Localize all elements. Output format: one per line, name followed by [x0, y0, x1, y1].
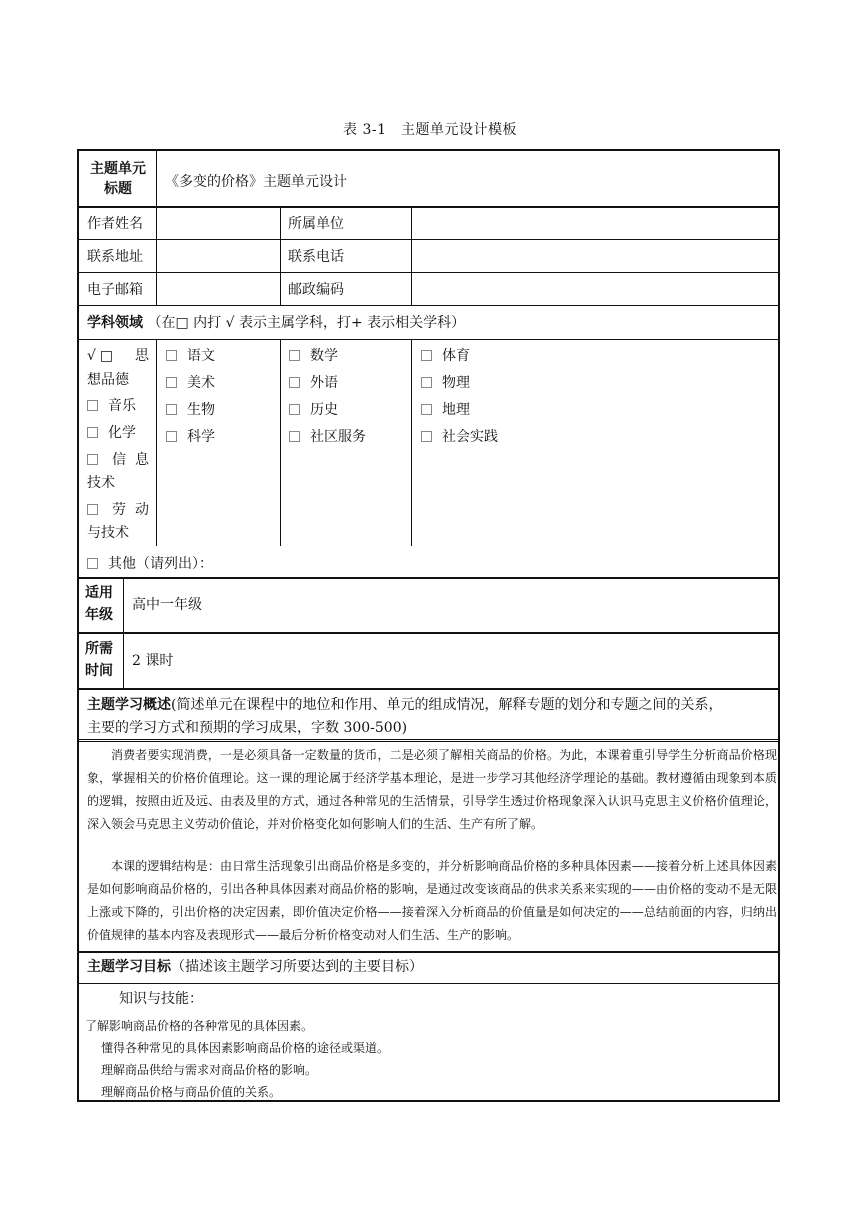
subject-ideology[interactable]: √□ 思: [87, 348, 149, 364]
unit-label: 所属单位: [288, 216, 344, 232]
goals-heading-row: [87, 957, 423, 977]
grade-label: 适用 年级: [85, 585, 113, 623]
checkbox-icon[interactable]: [289, 404, 300, 415]
subject-note: （在□ 内打 √ 表示主属学科，打+ 表示相关学科）: [147, 315, 466, 331]
goal-item: 了解影响商品价格的各种常见的具体因素。: [85, 1019, 314, 1033]
subject-chemistry[interactable]: 化学: [87, 423, 136, 443]
subject-art[interactable]: 美术: [166, 373, 215, 393]
subject-science[interactable]: 科学: [166, 427, 215, 447]
subject-ideology-cont: 想品德: [87, 372, 129, 388]
checkbox-icon[interactable]: [421, 431, 432, 442]
author-label: 作者姓名: [87, 216, 143, 232]
checkbox-icon[interactable]: [166, 377, 177, 388]
address-label: 联系地址: [87, 249, 143, 265]
subject-heading: 学科领域: [87, 315, 143, 331]
checkbox-icon[interactable]: [87, 427, 98, 438]
grade-value: 高中一年级: [132, 597, 202, 613]
subject-math[interactable]: 数学: [289, 346, 338, 366]
checkbox-icon[interactable]: [421, 404, 432, 415]
checkbox-icon[interactable]: [289, 377, 300, 388]
subject-social-practice[interactable]: 社会实践: [421, 427, 498, 447]
subject-it-cont: 技术: [87, 475, 115, 491]
hours-label: 所需 时间: [85, 641, 113, 679]
checkbox-icon[interactable]: [289, 350, 300, 361]
overview-heading: 主题学习概述: [87, 697, 171, 713]
overview-paragraph-2: 本课的逻辑结构是：由日常生活现象引出商品价格是多变的，并分析影响商品价格的多种具体因素——接着分析上述具体因素是如何影响商品价格的，引出各种具体因素对商品价格的影响，是通过改变该商品的供求关系来实现的——由价格的变动不是无限上涨或下降的，引出价格的决定因素，即价值决定价格——接着深入分析商品的价值量是如何决定的——总结前面的内容，归纳出价值规律的基本内容及表现形式——最后分析价格变动对人们生活、生产的影响。: [87, 859, 777, 942]
checkbox-icon[interactable]: [289, 431, 300, 442]
subject-pe[interactable]: 体育: [421, 346, 470, 366]
hours-value: 2 课时: [132, 653, 174, 669]
subject-labor-cont: 与技术: [87, 525, 129, 541]
overview-note: (简述单元在课程中的地位和作用、单元的组成情况，解释专题的划分和专题之间的关系，: [171, 697, 723, 713]
goal-item: 理解商品价格与商品价值的关系。: [101, 1085, 282, 1099]
subject-it[interactable]: 信息: [87, 450, 149, 470]
goals-heading: 主题学习目标: [87, 959, 171, 975]
goal-item: 理解商品供给与需求对商品价格的影响。: [101, 1063, 318, 1077]
subject-music[interactable]: 音乐: [87, 396, 136, 416]
subject-history[interactable]: 历史: [289, 400, 338, 420]
subject-physics[interactable]: 物理: [421, 373, 470, 393]
unit-design-form: [77, 149, 780, 1102]
subject-heading-row: [87, 313, 465, 333]
table-caption: 表 3-1 主题单元设计模板: [343, 122, 517, 138]
overview-paragraph-1: 消费者要实现消费，一是必须具备一定数量的货币，二是必须了解相关商品的价格。为此，本课着重引导学生分析商品价格现象，掌握相关的价格价值理论。这一课的理论属于经济学基本理论，是进一步学习其他经济学理论的基础。教材遵循由现象到本质的逻辑，按照由近及远、由表及里的方式，通过各种常见的生活情景，引导学生透过价格现象深入认识马克思主义价格价值理论，深入领会马克思主义劳动价值论，并对价格变化如何影响人们的生活、生产有所了解。: [87, 748, 777, 831]
subject-foreign-language[interactable]: 外语: [289, 373, 338, 393]
postcode-label: 邮政编码: [288, 282, 344, 298]
phone-label: 联系电话: [288, 249, 344, 265]
checkbox-icon[interactable]: [166, 431, 177, 442]
checkbox-icon[interactable]: [166, 404, 177, 415]
email-label: 电子邮箱: [87, 282, 143, 298]
subject-biology[interactable]: 生物: [166, 400, 215, 420]
overview-heading-row: [87, 694, 779, 740]
checkbox-icon[interactable]: [166, 350, 177, 361]
checkbox-icon[interactable]: [421, 350, 432, 361]
checkbox-icon[interactable]: [87, 504, 98, 515]
goals-subheading: 知识与技能：: [119, 991, 203, 1007]
subject-chinese[interactable]: 语文: [166, 346, 215, 366]
checkbox-icon[interactable]: [87, 558, 98, 569]
subject-labor[interactable]: 劳动: [87, 500, 149, 520]
subject-geography[interactable]: 地理: [421, 400, 470, 420]
subject-other[interactable]: 其他（请列出）：: [87, 554, 213, 574]
checkbox-icon[interactable]: [87, 454, 98, 465]
overview-note-cont: 主要的学习方式和预期的学习成果，字数 300-500): [87, 720, 408, 736]
subject-community-service[interactable]: 社区服务: [289, 427, 366, 447]
goals-note: （描述该主题学习所要达到的主要目标）: [171, 959, 423, 975]
checkbox-icon[interactable]: [421, 377, 432, 388]
checkbox-icon[interactable]: [87, 400, 98, 411]
title-label: 主题单元 标题: [90, 161, 146, 197]
goal-item: 懂得各种常见的具体因素影响商品价格的途径或渠道。: [101, 1041, 390, 1055]
title-value: 《多变的价格》主题单元设计: [165, 174, 347, 190]
